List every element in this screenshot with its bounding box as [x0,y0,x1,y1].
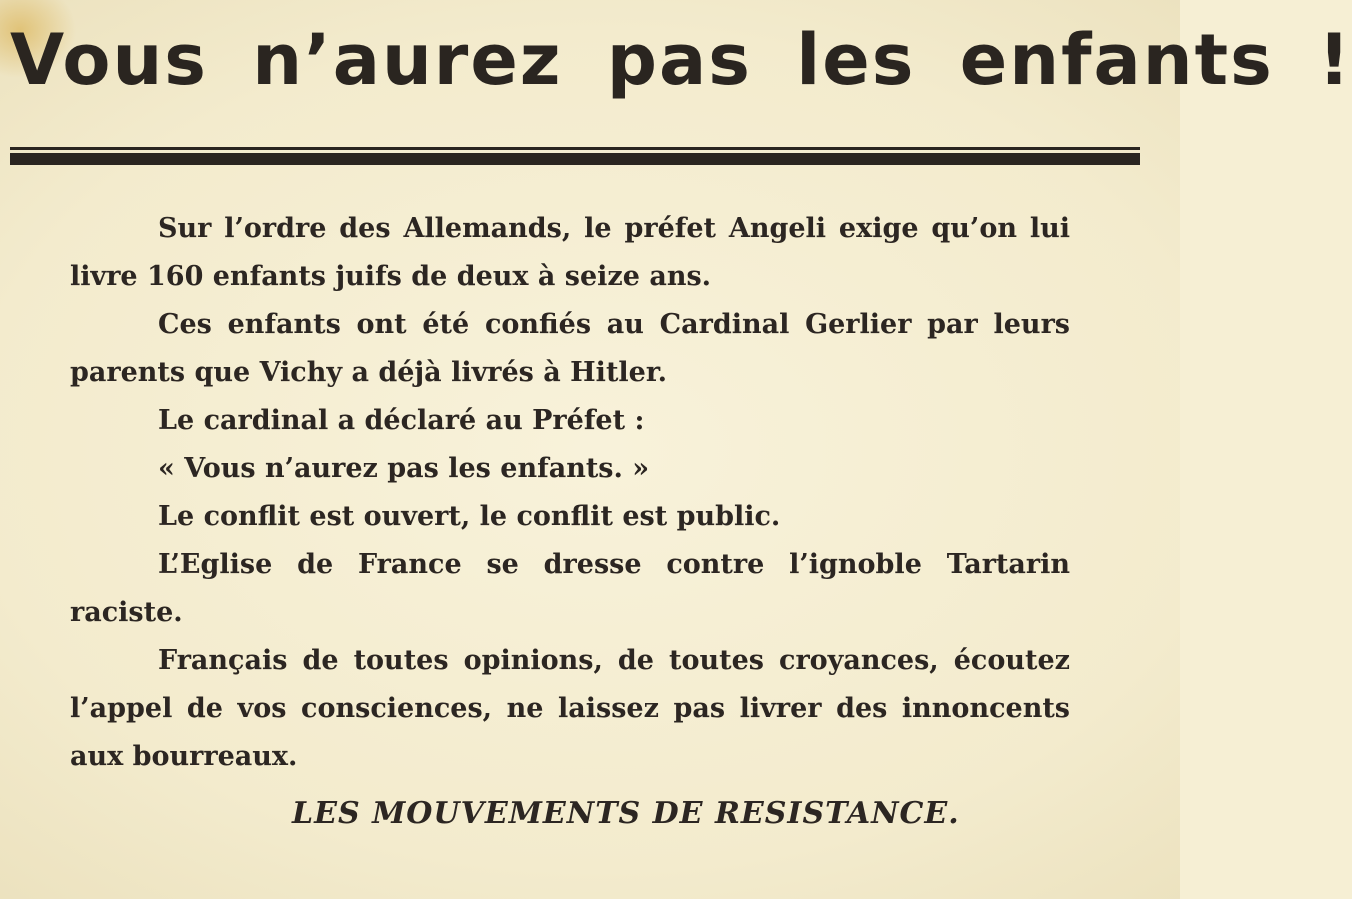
signature: LES MOUVEMENTS DE RESISTANCE. [292,796,960,831]
paragraph-appeal: Français de toutes opinions, de toutes croyances, écoutez l’appel de vos consciences, ne laissez pas livrer des innoncents aux bourreaux. [70,645,1070,772]
tract-title: Vous n’aurez pas les enfants ! [10,19,1352,101]
paragraph-church: L’Eglise de France se dresse contre l’ignoble Tartarin raciste. [70,549,1070,628]
paragraph-quote: « Vous n’aurez pas les enfants. » [158,453,650,484]
paragraph-prefect-order: Sur l’ordre des Allemands, le préfet Angeli exige qu’on lui livre 160 enfants juifs de deux à seize ans. [70,213,1070,292]
paragraph-conflict: Le conflit est ouvert, le conflit est public. [158,501,781,532]
title-rule-thin [10,147,1140,150]
paragraph-cardinal-declared: Le cardinal a déclaré au Préfet : [158,405,645,436]
paragraph-children-entrusted: Ces enfants ont été confiés au Cardinal Gerlier par leurs parents que Vichy a déjà livrés à Hitler. [70,309,1070,388]
title-rule-thick [10,153,1140,165]
tract-body [70,205,1070,781]
